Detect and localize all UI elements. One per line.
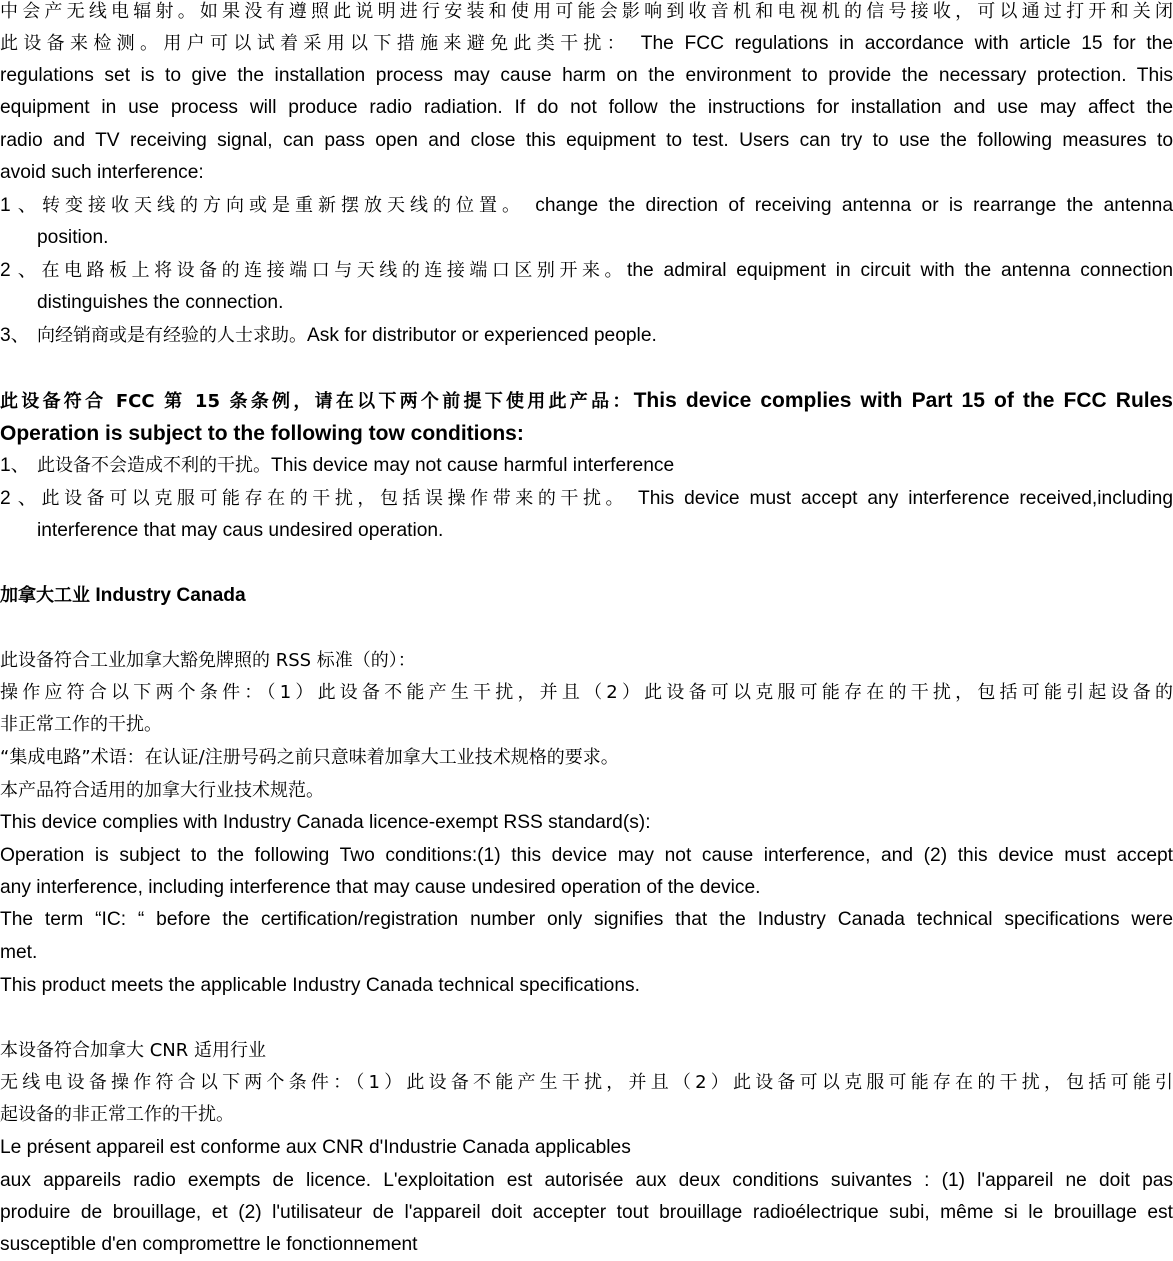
cnr-cn-line-2: 起设备的非正常工作的干扰。 [0,1104,234,1125]
industry-canada-heading-en: Industry Canada [90,585,246,606]
condition-text-cn: 此设备不会造成不利的干扰。 [37,455,271,476]
fcc-condition-1 [0,450,1173,482]
measure-item-1 [0,190,1173,222]
industry-canada-heading-cn: 加拿大工业 [0,585,90,606]
fcc-part15-heading-cn: 此设备符合 FCC 第 15 条条例，请在以下两个前提下使用此产品： [0,391,634,412]
measure-item-2 [0,255,1173,287]
cnr-heading: 本设备符合加拿大 CNR 适用行业 [0,1040,266,1061]
measure-text-cn: 在电路板上将设备的连接端口与天线的连接端口区别开来。 [37,260,628,281]
ic-cn-line-1: 此设备符合工业加拿大豁免牌照的 RSS 标准（的）： [0,650,416,671]
ic-en-line-5: met. [0,942,38,963]
ic-en-line-3: any interference, including interference that may cause undesired operation of the device. [0,877,761,898]
measure-item-2-continued: distinguishes the connection. [37,292,284,313]
fcc-condition-2 [0,483,1173,515]
fcc-intro-line-5: radio and TV receiving signal, can pass open and close this equipment to test. Users can try to use the following measures to [0,130,1173,151]
ic-en-line-4: The term “IC: “ before the certification/registration number only signifies that the Industry Canada technical specifications were [0,909,1173,930]
measure-text-en: change the direction of receiving antenna or is rearrange the antenna [524,195,1173,216]
cnr-fr-line-3: produire de brouillage, et (2) l'utilisateur de l'appareil doit accepter tout brouillage radioélectrique subi, même si le brouillage est [0,1202,1173,1223]
fcc-intro-line-2-en: The FCC regulations in accordance with article 15 for the [630,33,1173,54]
cnr-fr-line-1: Le présent appareil est conforme aux CNR d'Industrie Canada applicables [0,1137,631,1158]
measure-text-cn: 转变接收天线的方向或是重新摆放天线的位置。 [37,195,525,216]
fcc-intro-line-4: equipment in use process will produce radio radiation. If do not follow the instructions for installation and use may affect the [0,97,1173,118]
fcc-part15-heading-en: This device complies with Part 15 of the FCC Rules [633,389,1173,412]
measure-number: 3、 [0,325,30,346]
cnr-cn-line-1: 无线电设备操作符合以下两个条件：（1）此设备不能产生干扰，并且（2）此设备可以克服可能存在的干扰，包括可能引 [0,1072,1173,1093]
ic-cn-line-2: 操作应符合以下两个条件：（1）此设备不能产生干扰，并且（2）此设备可以克服可能存在的干扰，包括可能引起设备的 [0,682,1173,703]
condition-number: 1、 [0,455,30,476]
ic-en-line-6: This product meets the applicable Industry Canada technical specifications. [0,975,640,996]
cnr-fr-line-2: aux appareils radio exempts de licence. L'exploitation est autorisée aux deux conditions suivantes : (1) l'appareil ne doit pas [0,1170,1173,1191]
measure-text-cn: 向经销商或是有经验的人士求助。 [37,325,307,346]
condition-text-cn: 此设备可以克服可能存在的干扰，包括误操作带来的干扰。 [37,488,629,509]
fcc-part15-heading [0,385,1173,417]
measure-number: 2、 [0,260,37,281]
fcc-intro-line-2-cn: 此设备来检测。用户可以试着采用以下措施来避免此类干扰： [0,33,631,54]
ic-en-line-2: Operation is subject to the following Two conditions:(1) this device may not cause interference, and (2) this device must accept [0,845,1173,866]
ic-en-line-1: This device complies with Industry Canada licence-exempt RSS standard(s): [0,812,651,833]
measure-text-en: Ask for distributor or experienced people. [307,325,657,346]
ic-cn-line-3: 非正常工作的干扰。 [0,714,162,735]
condition-text-en: This device may not cause harmful interference [271,455,675,476]
measure-text-en: the admiral equipment in circuit with the antenna connection [627,260,1173,281]
fcc-intro-line-1: 中会产无线电辐射。如果没有遵照此说明进行安装和使用可能会影响到收音机和电视机的信号接收，可以通过打开和关闭 [0,1,1173,22]
measure-item-3 [0,320,1173,352]
cnr-fr-line-4: susceptible d'en compromettre le fonctionnement [0,1234,418,1255]
fcc-intro-line-6: avoid such interference: [0,162,204,183]
industry-canada-heading [0,580,1173,612]
ic-cn-line-5: 本产品符合适用的加拿大行业技术规范。 [0,780,324,801]
measure-item-1-continued: position. [37,227,109,248]
ic-cn-line-4: “集成电路”术语：在认证/注册号码之前只意味着加拿大工业技术规格的要求。 [0,747,619,768]
condition-number: 2、 [0,488,37,509]
fcc-intro-line-3: regulations set is to give the installation process may cause harm on the environment to provide the necessary protection. This [0,65,1173,86]
measure-number: 1、 [0,195,37,216]
fcc-intro-line-2 [0,28,1173,60]
condition-text-en: This device must accept any interference received,including [628,488,1173,509]
fcc-part15-subheading: Operation is subject to the following tow conditions: [0,422,524,445]
fcc-condition-2-continued: interference that may caus undesired operation. [37,520,444,541]
